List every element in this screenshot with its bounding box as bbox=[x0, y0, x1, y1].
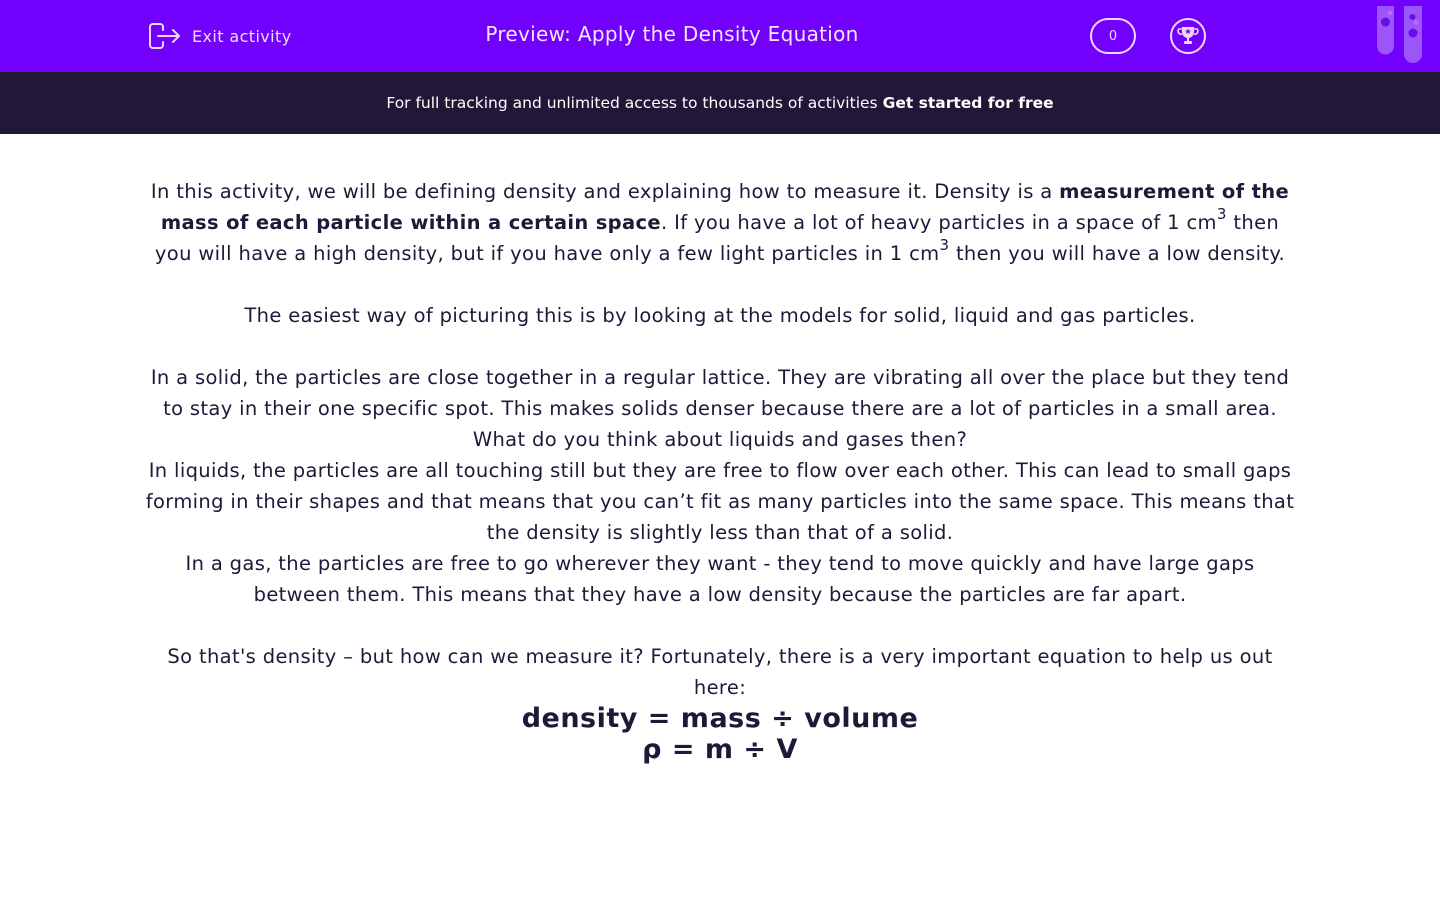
liquid-paragraph: In liquids, the particles are all touching still but they are free to flow over each other. This can lead to small gaps forming in their shapes and that means that you can’t fit as many particles into the same space. This means that the density is slightly less than that of a solid. bbox=[145, 459, 1295, 544]
density-equation-words: density = mass ÷ volume bbox=[521, 703, 919, 734]
banner-text: For full tracking and unlimited access to thousands of activities bbox=[386, 94, 878, 112]
solid-paragraph: In a solid, the particles are close together in a regular lattice. They are vibrating all over the place but they tend to stay in their one specific spot. This makes solids denser because there are a lot of particles in a small area. What do you think about liquids and gases then? bbox=[150, 366, 1290, 451]
density-equation-symbols: ρ = m ÷ V bbox=[642, 734, 798, 765]
intro-text: . If you have a lot of heavy particles in a space of 1 cm bbox=[661, 211, 1217, 234]
test-tubes-logo bbox=[1374, 4, 1430, 64]
exit-activity-label: Exit activity bbox=[192, 26, 292, 46]
gas-paragraph: In a gas, the particles are free to go wherever they want - they tend to move quickly and have large gaps between them. This means that they have a low density because the particles are far apart. bbox=[185, 552, 1255, 606]
trophy-button[interactable] bbox=[1170, 18, 1206, 54]
page-title: Preview: Apply the Density Equation bbox=[485, 22, 859, 46]
density-definition: measurement of the mass of each particle within a certain space bbox=[160, 180, 1290, 234]
signup-banner bbox=[0, 72, 1440, 134]
measure-paragraph: So that's density – but how can we measure it? Fortunately, there is a very important equation to help us out here: bbox=[167, 645, 1273, 699]
superscript: 3 bbox=[1216, 205, 1227, 223]
trophy-icon bbox=[1176, 24, 1200, 48]
score-badge: 0 bbox=[1090, 18, 1136, 54]
activity-content bbox=[140, 176, 1300, 765]
intro-text: In this activity, we will be defining density and explaining how to measure it. Density is a bbox=[150, 180, 1060, 203]
models-paragraph: The easiest way of picturing this is by looking at the models for solid, liquid and gas particles. bbox=[244, 304, 1196, 327]
intro-text: then you will have a high density, but if you have only a few light particles in 1 cm bbox=[154, 211, 1280, 265]
intro-text: then you will have a low density. bbox=[949, 242, 1286, 265]
get-started-link[interactable]: Get started for free bbox=[882, 94, 1054, 112]
superscript: 3 bbox=[939, 236, 950, 254]
intro-paragraph bbox=[140, 176, 1300, 269]
top-bar bbox=[0, 0, 1440, 72]
